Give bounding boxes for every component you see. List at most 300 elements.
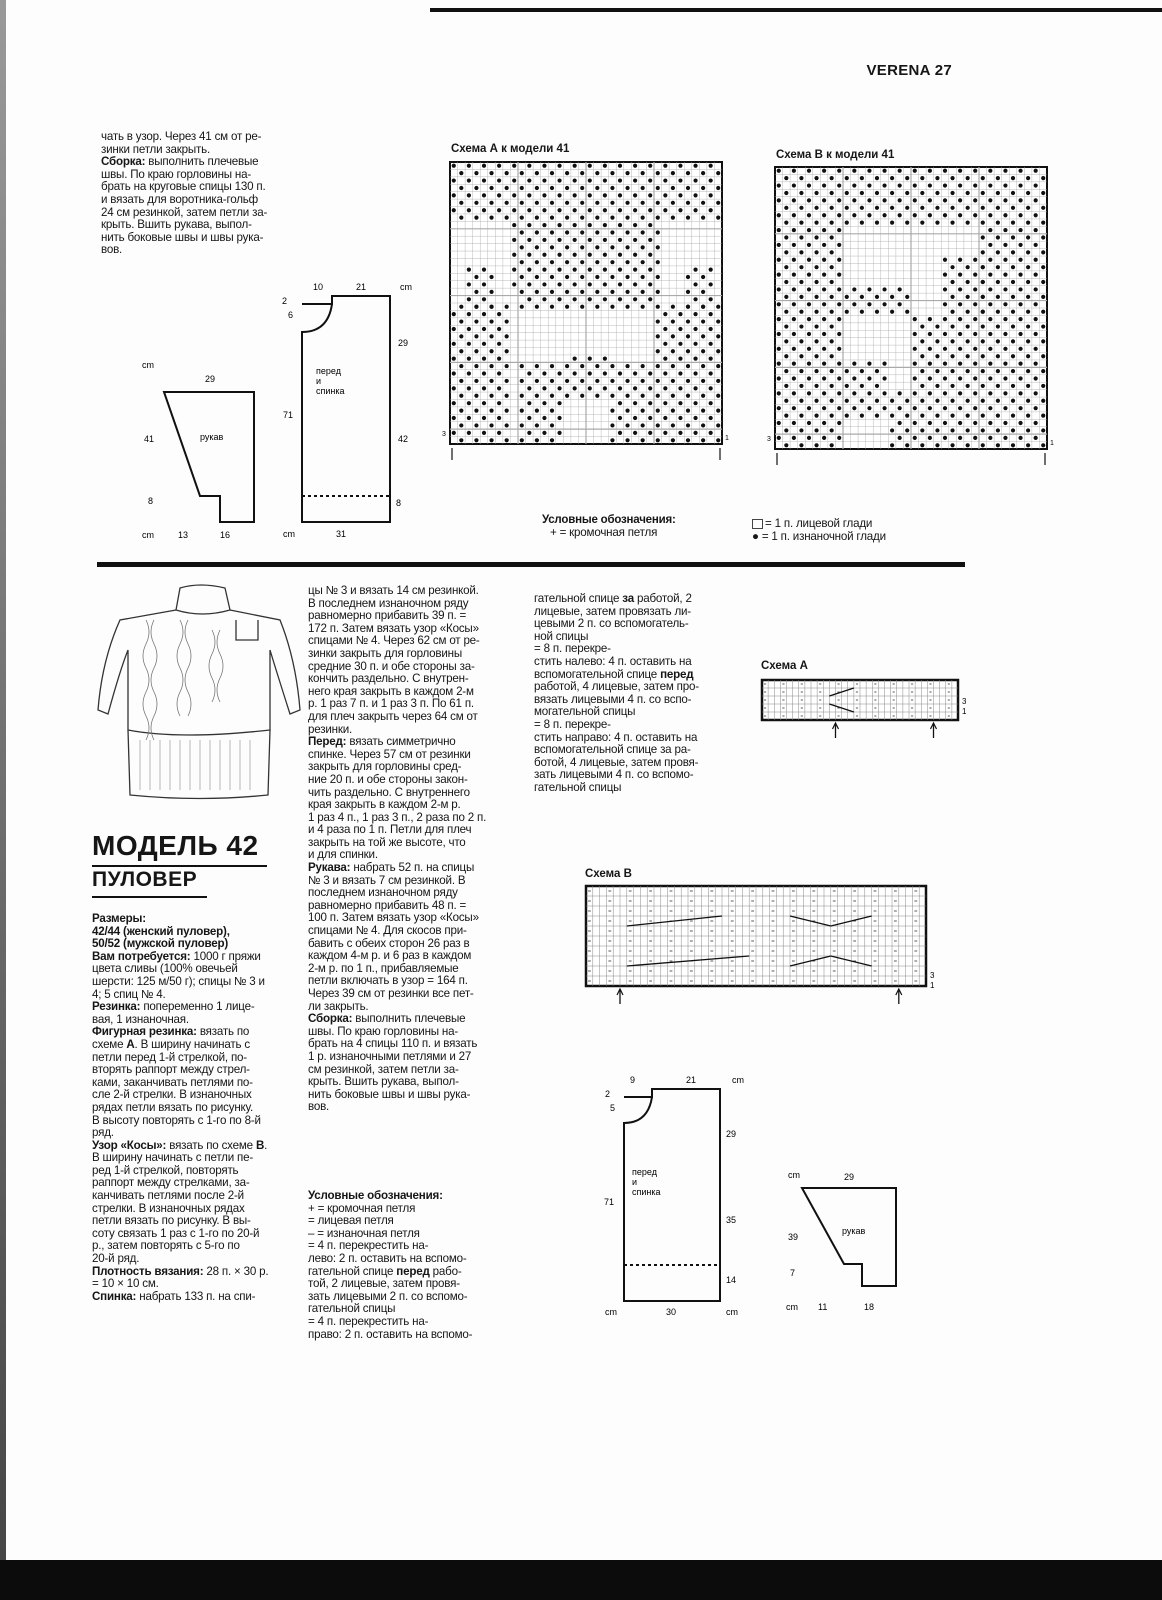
purl-dot xyxy=(701,409,705,413)
purl-dot xyxy=(573,164,577,168)
purl-dot xyxy=(452,386,456,390)
purl-dot xyxy=(1041,399,1045,403)
purl-dot xyxy=(875,295,879,299)
purl-dot xyxy=(474,216,478,220)
purl-dot xyxy=(830,324,834,328)
purl-dot xyxy=(610,171,614,175)
purl-dot xyxy=(822,258,826,262)
purl-dot xyxy=(603,371,607,375)
purl-dot xyxy=(837,406,841,410)
purl-dot xyxy=(799,443,803,447)
purl-dot xyxy=(852,376,856,380)
purl-dot xyxy=(981,191,985,195)
purl-dot xyxy=(822,169,826,173)
purl-dot xyxy=(928,436,932,440)
purl-dot xyxy=(837,228,841,232)
purl-dot xyxy=(550,394,554,398)
purl-dot xyxy=(890,428,894,432)
purl-dot xyxy=(520,379,524,383)
purl-dot xyxy=(656,409,660,413)
purl-dot xyxy=(867,362,871,366)
purl-dot xyxy=(535,290,539,294)
purl-dot xyxy=(535,394,539,398)
purl-dot xyxy=(467,416,471,420)
purl-dot xyxy=(845,399,849,403)
purl-dot xyxy=(920,414,924,418)
purl-dot xyxy=(898,287,902,291)
text-line: бавить с обеих сторон 26 раз в xyxy=(308,936,470,950)
text-line: 172 п. Затем вязать узор «Косы» xyxy=(308,621,479,635)
purl-dot xyxy=(920,428,924,432)
purl-dot xyxy=(671,379,675,383)
purl-dot xyxy=(814,310,818,314)
purl-dot xyxy=(557,297,561,301)
purl-dot xyxy=(996,339,1000,343)
purl-dot xyxy=(966,443,970,447)
purl-dot xyxy=(822,391,826,395)
schema-a42-grid xyxy=(760,678,970,758)
purl-dot xyxy=(1003,391,1007,395)
purl-dot xyxy=(467,282,471,286)
purl-dot xyxy=(966,324,970,328)
b42-unit-bottom-right: cm xyxy=(726,1307,738,1317)
purl-dot xyxy=(784,221,788,225)
purl-dot xyxy=(799,235,803,239)
purl-dot xyxy=(716,334,720,338)
purl-dot xyxy=(784,176,788,180)
purl-dot xyxy=(452,416,456,420)
purl-dot xyxy=(542,282,546,286)
purl-dot xyxy=(830,414,834,418)
purl-dot xyxy=(792,362,796,366)
purl-dot xyxy=(822,243,826,247)
purl-dot xyxy=(1026,369,1030,373)
purl-dot xyxy=(905,310,909,314)
purl-dot xyxy=(603,223,607,227)
purl-dot xyxy=(542,253,546,257)
purl-dot xyxy=(898,436,902,440)
purl-dot xyxy=(573,238,577,242)
purl-dot xyxy=(535,275,539,279)
purl-dot xyxy=(784,206,788,210)
purl-dot xyxy=(996,295,1000,299)
purl-dot xyxy=(845,310,849,314)
purl-dot xyxy=(467,193,471,197)
purl-dot xyxy=(550,290,554,294)
purl-dot xyxy=(618,297,622,301)
purl-dot xyxy=(678,401,682,405)
purl-dot xyxy=(943,183,947,187)
s42-label: рукав xyxy=(842,1226,866,1236)
purl-dot xyxy=(1003,243,1007,247)
purl-dot xyxy=(693,371,697,375)
s42-bottom-left: 11 xyxy=(818,1302,828,1312)
purl-dot xyxy=(595,364,599,368)
purl-dot xyxy=(467,327,471,331)
purl-dot xyxy=(799,399,803,403)
purl-dot xyxy=(1041,206,1045,210)
purl-dot xyxy=(671,305,675,309)
purl-dot xyxy=(716,305,720,309)
purl-dot xyxy=(860,191,864,195)
purl-dot xyxy=(656,290,660,294)
purl-dot xyxy=(489,364,493,368)
purl-dot xyxy=(814,414,818,418)
purl-dot xyxy=(890,176,894,180)
body-label-2: и xyxy=(316,376,322,386)
purl-dot xyxy=(520,409,524,413)
purl-dot xyxy=(459,364,463,368)
purl-dot xyxy=(928,213,932,217)
purl-dot xyxy=(973,198,977,202)
purl-dot xyxy=(913,362,917,366)
purl-dot xyxy=(701,201,705,205)
purl-dot xyxy=(913,332,917,336)
purl-dot xyxy=(535,423,539,427)
purl-dot xyxy=(867,376,871,380)
purl-dot xyxy=(958,362,962,366)
model42-title: МОДЕЛЬ 42 xyxy=(92,830,259,861)
purl-dot xyxy=(950,265,954,269)
purl-dot xyxy=(943,258,947,262)
purl-dot xyxy=(641,171,645,175)
purl-dot xyxy=(935,369,939,373)
purl-dot xyxy=(497,164,501,168)
purl-dot xyxy=(512,208,516,212)
purl-dot xyxy=(686,319,690,323)
purl-dot xyxy=(830,384,834,388)
purl-dot xyxy=(996,310,1000,314)
purl-dot xyxy=(1034,243,1038,247)
purl-dot xyxy=(822,406,826,410)
text-line: стить направо: 4 п. оставить на xyxy=(534,730,698,744)
purl-dot xyxy=(777,273,781,277)
purl-dot xyxy=(641,260,645,264)
purl-dot xyxy=(550,423,554,427)
b42-top-mid: 21 xyxy=(686,1075,697,1085)
purl-dot xyxy=(686,438,690,442)
purl-dot xyxy=(845,295,849,299)
purl-dot xyxy=(505,438,509,442)
purl-dot xyxy=(588,193,592,197)
purl-dot xyxy=(633,416,637,420)
purl-dot xyxy=(459,349,463,353)
purl-dot xyxy=(1003,302,1007,306)
purl-dot xyxy=(784,369,788,373)
purl-dot xyxy=(489,409,493,413)
purl-dot xyxy=(830,250,834,254)
purl-dot xyxy=(663,312,667,316)
purl-dot xyxy=(625,364,629,368)
purl-dot xyxy=(709,178,713,182)
purl-dot xyxy=(777,362,781,366)
purl-dot xyxy=(1041,295,1045,299)
text-line: петли перед 1-й стрелкой, по- xyxy=(92,1050,247,1064)
purl-dot xyxy=(580,260,584,264)
text-line: 1 раз 4 п., 1 раз 3 п., 2 раза по 2 п. xyxy=(308,810,487,824)
purl-dot xyxy=(497,371,501,375)
sleeve-unit-bottom: cm xyxy=(142,530,154,540)
purl-dot xyxy=(467,312,471,316)
purl-dot xyxy=(527,238,531,242)
purl-dot xyxy=(837,183,841,187)
b42-label-3: спинка xyxy=(632,1187,661,1197)
purl-dot xyxy=(913,317,917,321)
purl-dot xyxy=(792,287,796,291)
purl-dot xyxy=(474,364,478,368)
purl-dot xyxy=(777,406,781,410)
text-line: гательной спицы xyxy=(534,780,622,794)
purl-dot xyxy=(852,302,856,306)
page-bottom-scan-edge xyxy=(0,1560,1162,1600)
purl-dot xyxy=(875,414,879,418)
text-line: работой, 4 лицевые, затем про- xyxy=(534,680,699,694)
purl-dot xyxy=(950,324,954,328)
purl-dot xyxy=(565,201,569,205)
purl-dot xyxy=(935,324,939,328)
sleeve-bottom-right: 16 xyxy=(220,530,231,540)
purl-dot xyxy=(837,198,841,202)
purl-dot xyxy=(1041,235,1045,239)
purl-dot xyxy=(535,230,539,234)
purl-dot xyxy=(958,287,962,291)
purl-dot xyxy=(625,409,629,413)
purl-dot xyxy=(950,339,954,343)
purl-dot xyxy=(678,342,682,346)
purl-dot xyxy=(905,414,909,418)
purl-dot xyxy=(792,421,796,425)
purl-dot xyxy=(693,208,697,212)
purl-dot xyxy=(822,287,826,291)
purl-dot xyxy=(981,399,985,403)
purl-dot xyxy=(996,354,1000,358)
purl-dot xyxy=(505,201,509,205)
purl-dot xyxy=(663,342,667,346)
purl-dot xyxy=(595,230,599,234)
purl-dot xyxy=(1003,273,1007,277)
purl-dot xyxy=(882,198,886,202)
purl-dot xyxy=(693,342,697,346)
purl-dot xyxy=(505,305,509,309)
purl-dot xyxy=(950,191,954,195)
purl-dot xyxy=(474,409,478,413)
purl-dot xyxy=(1026,280,1030,284)
purl-dot xyxy=(588,253,592,257)
purl-dot xyxy=(799,295,803,299)
purl-dot xyxy=(610,409,614,413)
purl-dot xyxy=(656,275,660,279)
purl-dot xyxy=(1041,310,1045,314)
purl-dot xyxy=(489,186,493,190)
purl-dot xyxy=(588,282,592,286)
purl-dot xyxy=(958,213,962,217)
purl-dot xyxy=(459,171,463,175)
purl-dot xyxy=(905,399,909,403)
body-right-bottom: 42 xyxy=(398,434,409,444)
purl-dot xyxy=(709,164,713,168)
purl-dot xyxy=(520,171,524,175)
purl-dot xyxy=(1034,287,1038,291)
purl-dot xyxy=(814,369,818,373)
text-line: петли вязать по рисунку. В вы- xyxy=(92,1214,251,1228)
model42-column-1 xyxy=(92,913,298,1303)
purl-dot xyxy=(890,443,894,447)
purl-dot xyxy=(958,332,962,336)
purl-dot xyxy=(648,282,652,286)
purl-dot xyxy=(693,312,697,316)
text-line: р., затем повторять с 5-го по xyxy=(92,1239,240,1253)
purl-dot xyxy=(935,176,939,180)
purl-dot xyxy=(573,357,577,361)
purl-dot xyxy=(852,198,856,202)
purl-dot xyxy=(1003,287,1007,291)
purl-dot xyxy=(641,290,645,294)
purl-dot xyxy=(988,243,992,247)
text-line: Спинка: набрать 133 п. на спи- xyxy=(92,1289,256,1303)
purl-dot xyxy=(625,201,629,205)
purl-dot xyxy=(1041,339,1045,343)
purl-dot xyxy=(1034,406,1038,410)
purl-dot xyxy=(1034,376,1038,380)
text-line: ками, заканчивать петлями по- xyxy=(92,1075,253,1089)
text-line: крыть. Вшить рукава, выпол- xyxy=(101,218,252,232)
purl-dot xyxy=(648,401,652,405)
purl-dot xyxy=(557,416,561,420)
purl-dot xyxy=(557,223,561,227)
purl-dot xyxy=(988,273,992,277)
sleeve-bottom-left: 13 xyxy=(178,530,189,540)
purl-dot xyxy=(1018,332,1022,336)
purl-dot xyxy=(542,416,546,420)
purl-dot xyxy=(588,297,592,301)
purl-dot xyxy=(943,317,947,321)
text-line: соту связать 1 раз с 1-го по 20-й xyxy=(92,1226,260,1240)
purl-dot xyxy=(678,312,682,316)
purl-dot xyxy=(716,379,720,383)
text-line: Сборка: выполнить плечевые xyxy=(101,155,259,169)
purl-dot xyxy=(875,176,879,180)
purl-dot xyxy=(656,349,660,353)
text-line: раппорт между стрелками, за- xyxy=(92,1176,250,1190)
purl-dot xyxy=(973,406,977,410)
purl-dot xyxy=(459,394,463,398)
page-left-edge xyxy=(0,0,6,1600)
text-line: для плеч закрыть через 64 см от xyxy=(308,709,478,723)
legend41-edge: + = кромочная петля xyxy=(550,525,658,539)
purl-dot xyxy=(935,428,939,432)
purl-dot xyxy=(860,206,864,210)
purl-dot xyxy=(1011,428,1015,432)
purl-dot xyxy=(693,268,697,272)
purl-dot xyxy=(467,401,471,405)
body-neck-b: 6 xyxy=(288,310,294,320)
purl-dot xyxy=(595,201,599,205)
purl-dot xyxy=(890,191,894,195)
purl-dot xyxy=(882,287,886,291)
purl-dot xyxy=(1041,176,1045,180)
purl-dot xyxy=(489,216,493,220)
purl-dot xyxy=(792,228,796,232)
purl-dot xyxy=(512,253,516,257)
purl-dot xyxy=(973,302,977,306)
purl-dot xyxy=(890,221,894,225)
purl-dot xyxy=(542,386,546,390)
purl-dot xyxy=(882,406,886,410)
purl-dot xyxy=(633,178,637,182)
purl-dot xyxy=(1018,183,1022,187)
purl-dot xyxy=(1003,228,1007,232)
purl-dot xyxy=(701,364,705,368)
purl-dot xyxy=(535,364,539,368)
purl-dot xyxy=(943,169,947,173)
purl-dot xyxy=(618,282,622,286)
purl-dot xyxy=(482,164,486,168)
purl-dot xyxy=(988,183,992,187)
purl-dot xyxy=(467,297,471,301)
purl-dot xyxy=(656,319,660,323)
sweater-illustration xyxy=(80,580,320,820)
text-line: 24 см резинкой, затем петли за- xyxy=(101,205,268,219)
purl-dot xyxy=(497,342,501,346)
purl-dot xyxy=(565,394,569,398)
purl-dot xyxy=(671,409,675,413)
text-line: резинки. xyxy=(308,722,353,736)
legend-line: лево: 2 п. оставить на вспомо- xyxy=(308,1251,467,1265)
purl-dot xyxy=(830,176,834,180)
purl-dot xyxy=(580,364,584,368)
purl-dot xyxy=(550,260,554,264)
purl-dot xyxy=(520,423,524,427)
purl-dot xyxy=(482,342,486,346)
purl-dot xyxy=(641,379,645,383)
purl-dot xyxy=(830,428,834,432)
purl-dot xyxy=(996,428,1000,432)
purl-dot xyxy=(656,379,660,383)
purl-dot xyxy=(535,438,539,442)
purl-dot xyxy=(656,305,660,309)
purl-dot xyxy=(777,376,781,380)
purl-dot xyxy=(973,436,977,440)
purl-dot xyxy=(716,438,720,442)
purl-dot xyxy=(520,305,524,309)
purl-dot xyxy=(981,265,985,269)
purl-dot xyxy=(845,191,849,195)
text-line: = 8 п. перекре- xyxy=(534,642,611,656)
purl-dot xyxy=(641,245,645,249)
purl-dot xyxy=(988,258,992,262)
purl-dot xyxy=(777,287,781,291)
purl-dot xyxy=(1003,213,1007,217)
purl-dot xyxy=(950,369,954,373)
purl-dot xyxy=(837,376,841,380)
purl-dot xyxy=(701,171,705,175)
purl-dot xyxy=(958,421,962,425)
purl-dot xyxy=(799,414,803,418)
purl-dot xyxy=(557,178,561,182)
purl-dot xyxy=(966,339,970,343)
purl-dot xyxy=(981,414,985,418)
purl-dot xyxy=(830,369,834,373)
text-line: = 8 п. перекре- xyxy=(534,717,611,731)
text-line: канчивать петлями после 2-й xyxy=(92,1189,244,1203)
purl-dot xyxy=(603,193,607,197)
purl-dot xyxy=(671,216,675,220)
purl-dot xyxy=(573,297,577,301)
purl-dot xyxy=(641,438,645,442)
text-line: рядах петли вязать по рисунку. xyxy=(92,1100,253,1114)
row-label: 3 xyxy=(930,971,935,980)
purl-dot xyxy=(467,164,471,168)
